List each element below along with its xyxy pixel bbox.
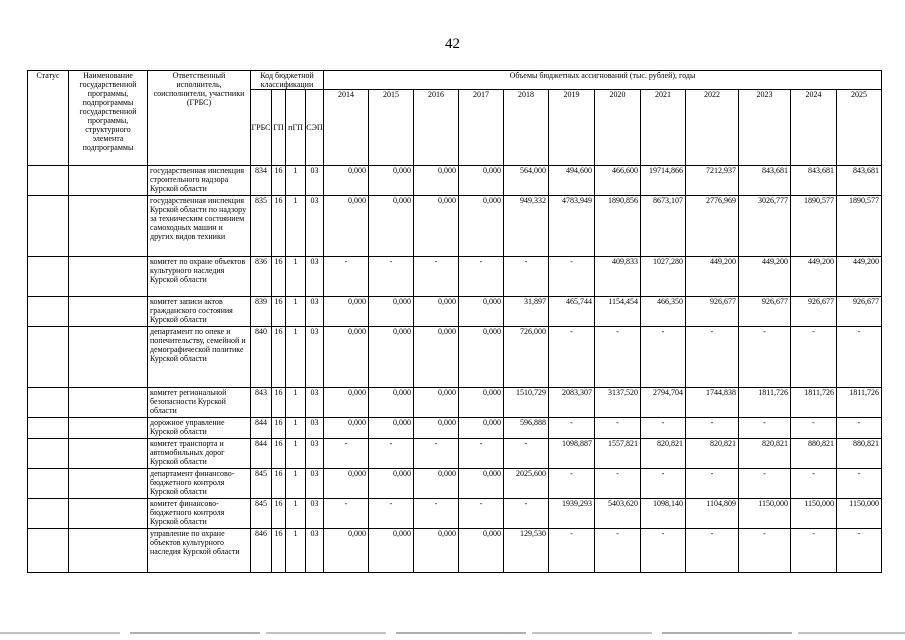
value-cell: - [686,327,739,388]
header-year-2019: 2019 [549,90,595,166]
value-cell: 1150,000 [837,499,882,529]
value-cell: - [549,529,595,573]
value-cell: 31,897 [504,297,549,327]
value-cell: 2083,307 [549,388,595,418]
value-cell: 820,821 [739,439,791,469]
code-cell: 16 [272,499,286,529]
value-cell: 726,000 [504,327,549,388]
value-cell: 0,000 [459,469,504,499]
code-cell: 836 [251,257,272,297]
value-cell: 0,000 [414,529,459,573]
value-cell: 0,000 [324,388,369,418]
scan-edge-line [0,632,905,634]
code-cell: 16 [272,327,286,388]
table-row [28,499,882,529]
executor-cell: комитет по охране объектов культурного наследия Курской области [148,257,251,297]
status-cell [28,418,69,439]
code-cell: 03 [306,166,324,196]
code-cell: 845 [251,499,272,529]
status-cell [28,166,69,196]
value-cell: 2776,969 [686,196,739,257]
value-cell: 843,681 [791,166,837,196]
value-cell: - [641,327,686,388]
status-cell [28,196,69,257]
value-cell: 1098,887 [549,439,595,469]
value-cell: 0,000 [369,469,414,499]
program-name-cell [69,327,148,388]
code-cell: 1 [286,529,306,573]
value-cell: 0,000 [459,196,504,257]
value-cell: 880,821 [791,439,837,469]
header-code-2: пГП [286,90,306,166]
executor-cell: департамент по опеке и попечительству, семейной и демографической политике Курской области [148,327,251,388]
value-cell: - [369,439,414,469]
table-row [28,469,882,499]
code-cell: 03 [306,499,324,529]
header-year-2015: 2015 [369,90,414,166]
value-cell: 0,000 [369,388,414,418]
code-cell: 835 [251,196,272,257]
header-name: Наименование государственной программы, подпрограммы государственной программы, структурного элемента подпрограммы [69,71,148,166]
budget-table [27,70,882,573]
value-cell: 564,000 [504,166,549,196]
value-cell: 0,000 [324,297,369,327]
code-cell: 1 [286,327,306,388]
value-cell: 1154,454 [595,297,641,327]
header-year-2014: 2014 [324,90,369,166]
value-cell: 129,530 [504,529,549,573]
value-cell: 3026,777 [739,196,791,257]
value-cell: 3137,520 [595,388,641,418]
program-name-cell [69,388,148,418]
status-cell [28,469,69,499]
value-cell: 843,681 [739,166,791,196]
value-cell: 1557,821 [595,439,641,469]
code-cell: 03 [306,297,324,327]
table-row [28,327,882,388]
value-cell: 820,821 [641,439,686,469]
code-cell: 16 [272,529,286,573]
executor-cell: департамент финансово-бюджетного контроля Курской области [148,469,251,499]
program-name-cell [69,529,148,573]
value-cell: 0,000 [414,388,459,418]
header-code-3: СЭП [306,90,324,166]
code-cell: 03 [306,469,324,499]
value-cell: - [549,418,595,439]
status-cell [28,529,69,573]
table-row [28,529,882,573]
value-cell: 1744,838 [686,388,739,418]
value-cell: - [686,418,739,439]
value-cell: 0,000 [414,196,459,257]
value-cell: - [837,529,882,573]
value-cell: - [549,469,595,499]
status-cell [28,297,69,327]
value-cell: 0,000 [459,166,504,196]
executor-cell: государственная инспекция Курской области по надзору за техническим состоянием самоходных машин и других видов техники [148,196,251,257]
value-cell: 5403,620 [595,499,641,529]
value-cell: - [686,469,739,499]
value-cell: - [459,257,504,297]
value-cell: 1150,000 [739,499,791,529]
code-cell: 843 [251,388,272,418]
value-cell: - [641,469,686,499]
value-cell: 449,200 [837,257,882,297]
code-cell: 16 [272,469,286,499]
value-cell: 0,000 [414,418,459,439]
value-cell: 596,888 [504,418,549,439]
executor-cell: государственная инспекция строительного надзора Курской области [148,166,251,196]
code-cell: 846 [251,529,272,573]
code-cell: 1 [286,196,306,257]
executor-cell: комитет финансово-бюджетного контроля Курской области [148,499,251,529]
value-cell: 0,000 [414,297,459,327]
executor-cell: управление по охране объектов культурного наследия Курской области [148,529,251,573]
value-cell: 926,677 [837,297,882,327]
value-cell: - [595,418,641,439]
code-cell: 834 [251,166,272,196]
value-cell: - [739,469,791,499]
value-cell: 4783,949 [549,196,595,257]
value-cell: - [686,529,739,573]
value-cell: - [414,499,459,529]
executor-cell: комитет записи актов гражданского состояния Курской области [148,297,251,327]
value-cell: 0,000 [369,166,414,196]
value-cell: 0,000 [324,196,369,257]
value-cell: - [837,418,882,439]
value-cell: 0,000 [459,418,504,439]
value-cell: 2794,704 [641,388,686,418]
code-cell: 16 [272,439,286,469]
value-cell: 449,200 [686,257,739,297]
program-name-cell [69,499,148,529]
value-cell: - [369,499,414,529]
value-cell: 466,350 [641,297,686,327]
value-cell: 820,821 [686,439,739,469]
program-name-cell [69,196,148,257]
value-cell: 449,200 [791,257,837,297]
table-row [28,166,882,196]
value-cell: 949,332 [504,196,549,257]
code-cell: 03 [306,439,324,469]
value-cell: 0,000 [324,166,369,196]
code-cell: 1 [286,388,306,418]
value-cell: 0,000 [369,418,414,439]
code-cell: 844 [251,439,272,469]
table-row [28,257,882,297]
value-cell: 7212,937 [686,166,739,196]
table-row [28,196,882,257]
value-cell: - [549,257,595,297]
code-cell: 16 [272,297,286,327]
value-cell: - [324,439,369,469]
value-cell: 0,000 [414,469,459,499]
value-cell: - [641,529,686,573]
value-cell: - [549,327,595,388]
code-cell: 1 [286,297,306,327]
value-cell: 1150,000 [791,499,837,529]
value-cell: - [595,327,641,388]
header-year-2020: 2020 [595,90,641,166]
value-cell: 0,000 [459,388,504,418]
value-cell: 926,677 [739,297,791,327]
header-year-2023: 2023 [739,90,791,166]
value-cell: 1939,293 [549,499,595,529]
value-cell: 0,000 [324,418,369,439]
code-cell: 16 [272,196,286,257]
header-year-2017: 2017 [459,90,504,166]
code-cell: 1 [286,166,306,196]
value-cell: 0,000 [369,196,414,257]
value-cell: 2025,600 [504,469,549,499]
status-cell [28,439,69,469]
value-cell: 466,600 [595,166,641,196]
header-year-2021: 2021 [641,90,686,166]
value-cell: 1811,726 [837,388,882,418]
code-cell: 16 [272,257,286,297]
value-cell: 0,000 [324,469,369,499]
value-cell: 1027,280 [641,257,686,297]
value-cell: 880,821 [837,439,882,469]
code-cell: 1 [286,257,306,297]
code-cell: 845 [251,469,272,499]
code-cell: 03 [306,196,324,257]
code-cell: 1 [286,418,306,439]
header-code-0: ГРБС [251,90,272,166]
value-cell: - [641,418,686,439]
executor-cell: комитет региональной безопасности Курской области [148,388,251,418]
code-cell: 16 [272,166,286,196]
program-name-cell [69,166,148,196]
value-cell: 1104,809 [686,499,739,529]
table-row [28,297,882,327]
value-cell: - [369,257,414,297]
value-cell: 1098,140 [641,499,686,529]
value-cell: - [739,418,791,439]
status-cell [28,499,69,529]
code-cell: 844 [251,418,272,439]
program-name-cell [69,439,148,469]
value-cell: - [324,499,369,529]
header-volume-group: Объемы бюджетных ассигнований (тыс. рублей), годы [324,71,882,90]
value-cell: 843,681 [837,166,882,196]
program-name-cell [69,469,148,499]
code-cell: 839 [251,297,272,327]
value-cell: - [791,327,837,388]
header-year-2018: 2018 [504,90,549,166]
code-cell: 840 [251,327,272,388]
header-status: Статус [28,71,69,166]
table-row [28,388,882,418]
value-cell: 1811,726 [739,388,791,418]
value-cell: 0,000 [414,166,459,196]
code-cell: 03 [306,257,324,297]
value-cell: 1890,577 [791,196,837,257]
value-cell: 926,677 [686,297,739,327]
value-cell: - [791,418,837,439]
value-cell: 0,000 [369,297,414,327]
status-cell [28,388,69,418]
value-cell: 0,000 [369,529,414,573]
value-cell: 409,833 [595,257,641,297]
value-cell: 1890,856 [595,196,641,257]
program-name-cell [69,257,148,297]
value-cell: 1811,726 [791,388,837,418]
value-cell: 1890,577 [837,196,882,257]
value-cell: 926,677 [791,297,837,327]
value-cell: - [791,469,837,499]
value-cell: 0,000 [459,297,504,327]
value-cell: - [504,439,549,469]
header-executor: Ответственный исполнитель, соисполнители, участники (ГРБС) [148,71,251,166]
value-cell: - [414,257,459,297]
code-cell: 16 [272,418,286,439]
code-cell: 03 [306,418,324,439]
value-cell: 0,000 [459,327,504,388]
value-cell: 1510,729 [504,388,549,418]
value-cell: 449,200 [739,257,791,297]
value-cell: 494,600 [549,166,595,196]
value-cell: - [414,439,459,469]
value-cell: 0,000 [324,327,369,388]
value-cell: 19714,866 [641,166,686,196]
value-cell: - [739,529,791,573]
header-year-2022: 2022 [686,90,739,166]
header-year-2024: 2024 [791,90,837,166]
status-cell [28,327,69,388]
value-cell: - [459,499,504,529]
code-cell: 03 [306,327,324,388]
value-cell: - [791,529,837,573]
value-cell: - [324,257,369,297]
value-cell: 0,000 [369,327,414,388]
header-year-2016: 2016 [414,90,459,166]
value-cell: - [459,439,504,469]
value-cell: - [837,327,882,388]
value-cell: - [739,327,791,388]
program-name-cell [69,297,148,327]
executor-cell: дорожное управление Курской области [148,418,251,439]
program-name-cell [69,418,148,439]
value-cell: - [837,469,882,499]
value-cell: - [504,499,549,529]
value-cell: 0,000 [324,529,369,573]
header-code-group: Код бюджетной классификации [251,71,324,90]
code-cell: 1 [286,469,306,499]
value-cell: 8673,107 [641,196,686,257]
value-cell: - [595,529,641,573]
code-cell: 03 [306,529,324,573]
value-cell: - [595,469,641,499]
table-row [28,439,882,469]
page-number: 42 [445,36,460,52]
value-cell: 0,000 [414,327,459,388]
code-cell: 03 [306,388,324,418]
value-cell: - [504,257,549,297]
code-cell: 1 [286,439,306,469]
header-year-2025: 2025 [837,90,882,166]
code-cell: 1 [286,499,306,529]
table-row [28,418,882,439]
status-cell [28,257,69,297]
code-cell: 16 [272,388,286,418]
executor-cell: комитет транспорта и автомобильных дорог Курской области [148,439,251,469]
value-cell: 0,000 [459,529,504,573]
header-code-1: ГП [272,90,286,166]
value-cell: 465,744 [549,297,595,327]
